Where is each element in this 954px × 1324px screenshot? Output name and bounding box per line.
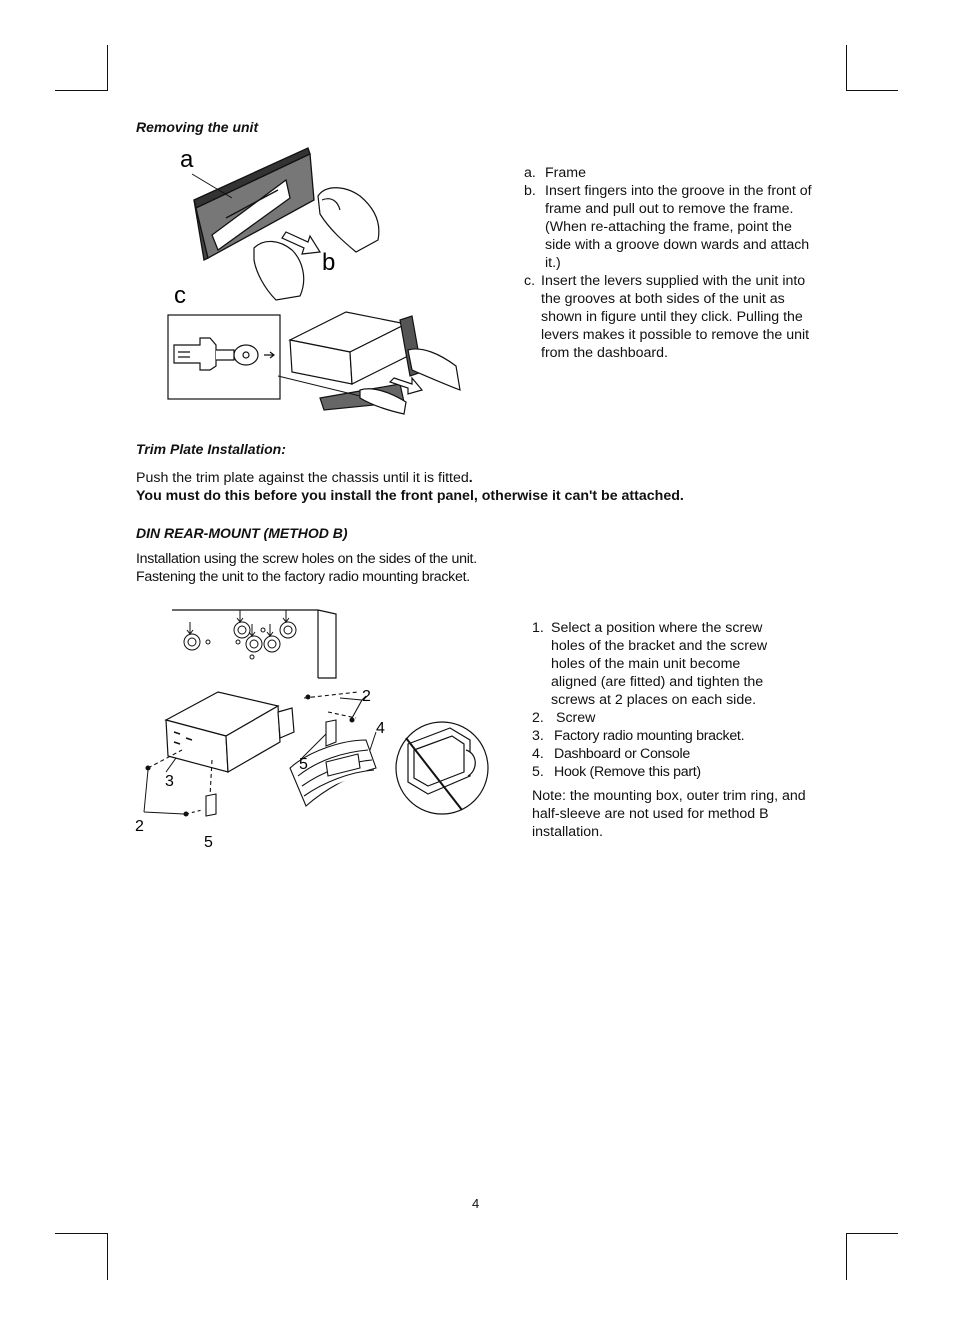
fig-label-5-bottom: 5 <box>204 834 213 851</box>
trim-line1 <box>136 469 473 487</box>
removing-item-c-label: c. <box>524 273 536 289</box>
din-illustration <box>130 600 500 855</box>
removing-list <box>524 164 824 362</box>
din-item-1 <box>532 619 822 709</box>
removing-item-c-text: Insert the levers supplied with the unit into the grooves at both sides of the unit as shown in figure until they click. Pulling the levers makes it possible to remove the unit from the dashboard. <box>541 273 810 361</box>
fig-label-4: 4 <box>376 720 385 737</box>
din-item-4-label: 4. <box>532 746 544 762</box>
screw-hole-markers <box>184 610 296 659</box>
main-unit-illustration <box>166 692 294 772</box>
removing-item-a <box>524 164 824 182</box>
din-item-2 <box>532 709 822 727</box>
hand-illustration-lower <box>254 241 304 300</box>
din-list <box>532 619 822 841</box>
removing-item-b-text: Insert fingers into the groove in the front of frame and pull out to remove the frame. (When re-attaching the frame, point the side with a groove down wards and attach it.) <box>545 183 812 271</box>
din-item-3-label: 3. <box>532 728 544 744</box>
fig-label-2-top: 2 <box>362 688 371 705</box>
crop-mark-bottom-left-vertical <box>107 1233 108 1280</box>
removing-item-a-text: Frame <box>545 165 586 181</box>
crop-mark-top-left-horizontal <box>55 90 108 91</box>
removing-item-a-label: a. <box>524 165 536 181</box>
removing-item-b <box>524 182 824 272</box>
removing-illustration <box>160 140 470 415</box>
din-line1: Installation using the screw holes on the sides of the unit. <box>136 551 477 567</box>
removing-heading: Removing the unit <box>136 119 259 135</box>
page-number: 4 <box>472 1196 480 1211</box>
din-heading: DIN REAR-MOUNT (METHOD B) <box>136 525 348 541</box>
fig-label-a: a <box>180 146 194 173</box>
fig-label-b: b <box>322 249 336 276</box>
fig-label-5-center: 5 <box>299 756 308 773</box>
crop-mark-top-right-horizontal <box>846 90 898 91</box>
din-item-5 <box>532 763 822 781</box>
trim-warning: You must do this before you install the front panel, otherwise it can't be attached. <box>136 488 684 504</box>
din-item-5-text: Hook (Remove this part) <box>554 764 701 780</box>
crop-mark-bottom-right-horizontal <box>846 1233 898 1234</box>
din-item-5-label: 5. <box>532 764 544 780</box>
din-item-3 <box>532 727 822 745</box>
din-line2: Fastening the unit to the factory radio mounting bracket. <box>136 569 470 585</box>
din-item-3-text: Factory radio mounting bracket. <box>554 728 745 744</box>
din-item-2-text: Screw <box>556 710 596 726</box>
din-item-1-label: 1. <box>532 620 544 636</box>
crop-mark-bottom-left-horizontal <box>55 1233 108 1234</box>
din-item-1-text: Select a position where the screw holes of the bracket and the screw holes of the main unit become aligned (are fitted) and tighten the screws at 2 places on each side. <box>551 620 768 708</box>
trim-line1-period: . <box>468 470 473 486</box>
hand-illustration-upper <box>318 188 379 252</box>
crop-mark-top-right-vertical <box>846 45 847 91</box>
detail-circle-illustration <box>396 722 488 814</box>
fig-label-3: 3 <box>165 773 174 790</box>
fig-label-2-bottom: 2 <box>135 818 144 835</box>
trim-line1-text: Push the trim plate against the chassis until it is fitted <box>136 470 469 486</box>
din-note: Note: the mounting box, outer trim ring, and half-sleeve are not used for method B installation. <box>532 788 806 840</box>
din-item-4-text: Dashboard or Console <box>554 746 690 762</box>
dashboard-console-illustration <box>290 740 376 806</box>
din-item-2-label: 2. <box>532 710 544 726</box>
side-panel-illustration <box>172 610 336 678</box>
unit-with-levers-illustration <box>278 312 460 414</box>
removing-item-c <box>524 272 824 362</box>
crop-mark-top-left-vertical <box>107 45 108 91</box>
fig-label-c: c <box>174 282 186 309</box>
din-item-4 <box>532 745 822 763</box>
crop-mark-bottom-right-vertical <box>846 1233 847 1280</box>
removing-item-b-label: b. <box>524 183 536 199</box>
trim-heading: Trim Plate Installation: <box>136 441 286 457</box>
